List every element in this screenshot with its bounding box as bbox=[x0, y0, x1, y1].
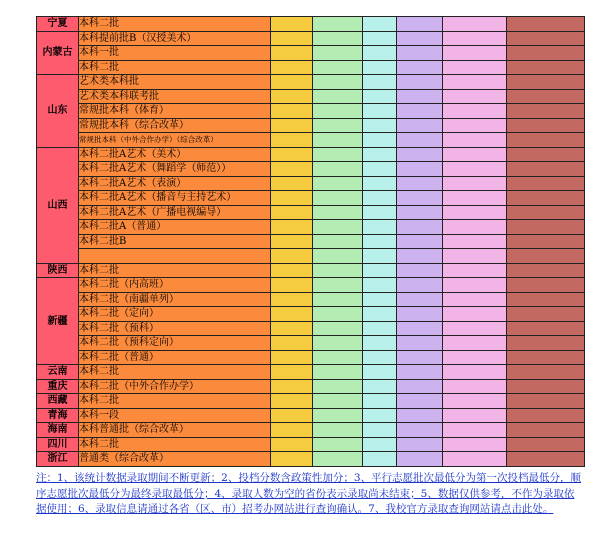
value-cell-c4 bbox=[397, 278, 443, 293]
batch-cell: 本科二批（内高班） bbox=[79, 278, 271, 293]
value-cell-c4 bbox=[397, 133, 443, 148]
value-cell-c3 bbox=[363, 118, 397, 133]
value-cell-c2 bbox=[313, 162, 363, 177]
value-cell-c2 bbox=[313, 176, 363, 191]
batch-cell: 普通类（综合改革） bbox=[79, 452, 271, 467]
value-cell-c1 bbox=[271, 423, 313, 438]
batch-cell: 本科提前批B（汉授美术） bbox=[79, 31, 271, 46]
table-row bbox=[37, 350, 585, 365]
value-cell-c4 bbox=[397, 423, 443, 438]
value-cell-c3 bbox=[363, 350, 397, 365]
value-cell-c4 bbox=[397, 75, 443, 90]
value-cell-c4 bbox=[397, 234, 443, 249]
value-cell-c4 bbox=[397, 89, 443, 104]
value-cell-c6 bbox=[507, 379, 585, 394]
value-cell-c5 bbox=[443, 321, 507, 336]
table-row bbox=[37, 249, 585, 264]
province-cell: 青海 bbox=[37, 408, 79, 423]
value-cell-c4 bbox=[397, 437, 443, 452]
value-cell-c3 bbox=[363, 60, 397, 75]
batch-cell: 本科二批A（普通） bbox=[79, 220, 271, 235]
value-cell-c2 bbox=[313, 31, 363, 46]
value-cell-c6 bbox=[507, 17, 585, 32]
batch-cell: 本科二批（中外合作办学） bbox=[79, 379, 271, 394]
table-row bbox=[37, 31, 585, 46]
batch-cell bbox=[79, 249, 271, 264]
value-cell-c2 bbox=[313, 379, 363, 394]
value-cell-c4 bbox=[397, 292, 443, 307]
batch-cell: 本科二批A艺术（舞蹈学（师范）） bbox=[79, 162, 271, 177]
value-cell-c4 bbox=[397, 118, 443, 133]
value-cell-c4 bbox=[397, 147, 443, 162]
value-cell-c3 bbox=[363, 46, 397, 61]
value-cell-c2 bbox=[313, 75, 363, 90]
province-cell: 宁夏 bbox=[37, 17, 79, 32]
value-cell-c5 bbox=[443, 278, 507, 293]
table-row bbox=[37, 75, 585, 90]
value-cell-c4 bbox=[397, 31, 443, 46]
value-cell-c4 bbox=[397, 336, 443, 351]
batch-cell: 本科二批A艺术（美术） bbox=[79, 147, 271, 162]
table-row bbox=[37, 191, 585, 206]
value-cell-c3 bbox=[363, 437, 397, 452]
value-cell-c5 bbox=[443, 147, 507, 162]
value-cell-c2 bbox=[313, 263, 363, 278]
value-cell-c5 bbox=[443, 118, 507, 133]
value-cell-c5 bbox=[443, 292, 507, 307]
value-cell-c1 bbox=[271, 75, 313, 90]
value-cell-c3 bbox=[363, 365, 397, 380]
value-cell-c3 bbox=[363, 452, 397, 467]
batch-cell: 本科二批 bbox=[79, 365, 271, 380]
value-cell-c1 bbox=[271, 249, 313, 264]
value-cell-c6 bbox=[507, 104, 585, 119]
value-cell-c5 bbox=[443, 75, 507, 90]
value-cell-c3 bbox=[363, 234, 397, 249]
value-cell-c1 bbox=[271, 133, 313, 148]
table-row bbox=[37, 60, 585, 75]
value-cell-c5 bbox=[443, 423, 507, 438]
value-cell-c5 bbox=[443, 307, 507, 322]
value-cell-c5 bbox=[443, 263, 507, 278]
value-cell-c6 bbox=[507, 75, 585, 90]
value-cell-c3 bbox=[363, 205, 397, 220]
batch-cell: 常规批本科（综合改革） bbox=[79, 118, 271, 133]
value-cell-c1 bbox=[271, 162, 313, 177]
batch-cell: 本科二批A艺术（播音与主持艺术） bbox=[79, 191, 271, 206]
batch-cell: 本科二批（定向） bbox=[79, 307, 271, 322]
value-cell-c6 bbox=[507, 394, 585, 409]
table-row bbox=[37, 394, 585, 409]
value-cell-c5 bbox=[443, 234, 507, 249]
value-cell-c1 bbox=[271, 60, 313, 75]
value-cell-c6 bbox=[507, 423, 585, 438]
value-cell-c4 bbox=[397, 46, 443, 61]
value-cell-c2 bbox=[313, 292, 363, 307]
value-cell-c2 bbox=[313, 17, 363, 32]
batch-cell: 本科二批 bbox=[79, 437, 271, 452]
value-cell-c6 bbox=[507, 336, 585, 351]
value-cell-c6 bbox=[507, 234, 585, 249]
value-cell-c5 bbox=[443, 60, 507, 75]
table-row bbox=[37, 147, 585, 162]
value-cell-c4 bbox=[397, 104, 443, 119]
value-cell-c3 bbox=[363, 220, 397, 235]
value-cell-c5 bbox=[443, 89, 507, 104]
value-cell-c4 bbox=[397, 60, 443, 75]
value-cell-c2 bbox=[313, 452, 363, 467]
value-cell-c6 bbox=[507, 278, 585, 293]
value-cell-c4 bbox=[397, 205, 443, 220]
value-cell-c6 bbox=[507, 452, 585, 467]
table-row bbox=[37, 307, 585, 322]
table-row bbox=[37, 89, 585, 104]
batch-cell: 本科二批（预科） bbox=[79, 321, 271, 336]
table-row bbox=[37, 118, 585, 133]
batch-cell: 本科二批A艺术（表演） bbox=[79, 176, 271, 191]
value-cell-c5 bbox=[443, 336, 507, 351]
value-cell-c6 bbox=[507, 292, 585, 307]
value-cell-c6 bbox=[507, 365, 585, 380]
batch-cell: 本科一段 bbox=[79, 408, 271, 423]
value-cell-c2 bbox=[313, 278, 363, 293]
table-row bbox=[37, 162, 585, 177]
value-cell-c2 bbox=[313, 408, 363, 423]
batch-cell: 本科二批（南疆单列） bbox=[79, 292, 271, 307]
value-cell-c1 bbox=[271, 452, 313, 467]
batch-cell: 常规批本科（中外合作办学）（综合改革） bbox=[79, 133, 271, 148]
value-cell-c6 bbox=[507, 205, 585, 220]
province-cell: 山西 bbox=[37, 147, 79, 263]
value-cell-c5 bbox=[443, 46, 507, 61]
table-row bbox=[37, 292, 585, 307]
value-cell-c4 bbox=[397, 17, 443, 32]
value-cell-c2 bbox=[313, 205, 363, 220]
value-cell-c1 bbox=[271, 292, 313, 307]
value-cell-c3 bbox=[363, 176, 397, 191]
value-cell-c2 bbox=[313, 133, 363, 148]
value-cell-c1 bbox=[271, 205, 313, 220]
province-cell: 重庆 bbox=[37, 379, 79, 394]
value-cell-c4 bbox=[397, 162, 443, 177]
province-cell: 陕西 bbox=[37, 263, 79, 278]
value-cell-c1 bbox=[271, 234, 313, 249]
value-cell-c2 bbox=[313, 350, 363, 365]
value-cell-c3 bbox=[363, 263, 397, 278]
batch-cell: 本科二批 bbox=[79, 394, 271, 409]
value-cell-c1 bbox=[271, 46, 313, 61]
value-cell-c4 bbox=[397, 408, 443, 423]
value-cell-c3 bbox=[363, 379, 397, 394]
table-row bbox=[37, 205, 585, 220]
value-cell-c3 bbox=[363, 249, 397, 264]
value-cell-c1 bbox=[271, 17, 313, 32]
table-row bbox=[37, 104, 585, 119]
footnote-link[interactable]: 注：1、该统计数据录取期间不断更新；2、投档分数含政策性加分；3、平行志愿批次最低分为第一次投档最低分，顺序志愿批次最低分为最终录取最低分；4、录取人数为空的省份表示录取尚未结束；5、数据仅供参考，不作为录取依据使用；6、录取信息请通过各省（区、市）招考办网站进行查询确认。7、我校官方录取查询网站请点击此处。 bbox=[36, 472, 582, 515]
value-cell-c5 bbox=[443, 408, 507, 423]
value-cell-c2 bbox=[313, 365, 363, 380]
value-cell-c3 bbox=[363, 321, 397, 336]
value-cell-c4 bbox=[397, 365, 443, 380]
value-cell-c1 bbox=[271, 408, 313, 423]
value-cell-c2 bbox=[313, 60, 363, 75]
value-cell-c6 bbox=[507, 191, 585, 206]
value-cell-c6 bbox=[507, 162, 585, 177]
admission-table bbox=[36, 16, 585, 467]
value-cell-c3 bbox=[363, 336, 397, 351]
batch-cell: 本科二批B bbox=[79, 234, 271, 249]
value-cell-c6 bbox=[507, 408, 585, 423]
value-cell-c6 bbox=[507, 350, 585, 365]
value-cell-c4 bbox=[397, 263, 443, 278]
value-cell-c4 bbox=[397, 452, 443, 467]
table-row bbox=[37, 234, 585, 249]
value-cell-c5 bbox=[443, 133, 507, 148]
table-body bbox=[37, 17, 585, 467]
value-cell-c5 bbox=[443, 394, 507, 409]
value-cell-c6 bbox=[507, 263, 585, 278]
value-cell-c3 bbox=[363, 75, 397, 90]
value-cell-c5 bbox=[443, 17, 507, 32]
value-cell-c2 bbox=[313, 234, 363, 249]
table-row bbox=[37, 176, 585, 191]
table-row bbox=[37, 263, 585, 278]
value-cell-c6 bbox=[507, 118, 585, 133]
value-cell-c4 bbox=[397, 249, 443, 264]
value-cell-c5 bbox=[443, 452, 507, 467]
province-cell: 四川 bbox=[37, 437, 79, 452]
value-cell-c3 bbox=[363, 89, 397, 104]
table-row bbox=[37, 220, 585, 235]
value-cell-c3 bbox=[363, 423, 397, 438]
value-cell-c2 bbox=[313, 423, 363, 438]
batch-cell: 本科二批 bbox=[79, 17, 271, 32]
value-cell-c6 bbox=[507, 60, 585, 75]
batch-cell: 本科一批 bbox=[79, 46, 271, 61]
batch-cell: 本科二批 bbox=[79, 60, 271, 75]
table-row bbox=[37, 423, 585, 438]
value-cell-c6 bbox=[507, 249, 585, 264]
value-cell-c4 bbox=[397, 176, 443, 191]
batch-cell: 本科二批A艺术（广播电视编导） bbox=[79, 205, 271, 220]
value-cell-c1 bbox=[271, 278, 313, 293]
batch-cell: 本科二批（普通） bbox=[79, 350, 271, 365]
value-cell-c1 bbox=[271, 365, 313, 380]
value-cell-c5 bbox=[443, 437, 507, 452]
province-cell: 海南 bbox=[37, 423, 79, 438]
value-cell-c2 bbox=[313, 249, 363, 264]
value-cell-c3 bbox=[363, 408, 397, 423]
value-cell-c3 bbox=[363, 104, 397, 119]
value-cell-c6 bbox=[507, 437, 585, 452]
value-cell-c2 bbox=[313, 220, 363, 235]
value-cell-c1 bbox=[271, 394, 313, 409]
value-cell-c2 bbox=[313, 394, 363, 409]
value-cell-c6 bbox=[507, 321, 585, 336]
table-row bbox=[37, 408, 585, 423]
value-cell-c1 bbox=[271, 89, 313, 104]
value-cell-c3 bbox=[363, 133, 397, 148]
table-row bbox=[37, 379, 585, 394]
value-cell-c6 bbox=[507, 147, 585, 162]
value-cell-c1 bbox=[271, 379, 313, 394]
table-row bbox=[37, 452, 585, 467]
province-cell: 浙江 bbox=[37, 452, 79, 467]
value-cell-c1 bbox=[271, 220, 313, 235]
value-cell-c5 bbox=[443, 162, 507, 177]
value-cell-c6 bbox=[507, 89, 585, 104]
value-cell-c6 bbox=[507, 133, 585, 148]
value-cell-c2 bbox=[313, 437, 363, 452]
value-cell-c5 bbox=[443, 379, 507, 394]
value-cell-c4 bbox=[397, 191, 443, 206]
value-cell-c1 bbox=[271, 191, 313, 206]
batch-cell: 本科二批（预科定向） bbox=[79, 336, 271, 351]
value-cell-c4 bbox=[397, 307, 443, 322]
value-cell-c2 bbox=[313, 104, 363, 119]
table-row bbox=[37, 437, 585, 452]
value-cell-c1 bbox=[271, 307, 313, 322]
table-row bbox=[37, 321, 585, 336]
value-cell-c2 bbox=[313, 307, 363, 322]
table-row bbox=[37, 17, 585, 32]
province-cell: 内蒙古 bbox=[37, 31, 79, 75]
value-cell-c5 bbox=[443, 191, 507, 206]
value-cell-c1 bbox=[271, 437, 313, 452]
province-cell: 西藏 bbox=[37, 394, 79, 409]
value-cell-c3 bbox=[363, 394, 397, 409]
table-row bbox=[37, 336, 585, 351]
value-cell-c4 bbox=[397, 394, 443, 409]
value-cell-c5 bbox=[443, 104, 507, 119]
table-row bbox=[37, 365, 585, 380]
province-cell: 山东 bbox=[37, 75, 79, 148]
value-cell-c3 bbox=[363, 278, 397, 293]
value-cell-c1 bbox=[271, 147, 313, 162]
value-cell-c1 bbox=[271, 176, 313, 191]
value-cell-c6 bbox=[507, 307, 585, 322]
value-cell-c4 bbox=[397, 350, 443, 365]
value-cell-c6 bbox=[507, 176, 585, 191]
value-cell-c2 bbox=[313, 46, 363, 61]
value-cell-c5 bbox=[443, 365, 507, 380]
value-cell-c6 bbox=[507, 46, 585, 61]
value-cell-c3 bbox=[363, 191, 397, 206]
value-cell-c1 bbox=[271, 263, 313, 278]
batch-cell: 艺术类本科联考批 bbox=[79, 89, 271, 104]
value-cell-c2 bbox=[313, 336, 363, 351]
value-cell-c5 bbox=[443, 205, 507, 220]
batch-cell: 本科普通批（综合改革） bbox=[79, 423, 271, 438]
batch-cell: 常规批本科（体育） bbox=[79, 104, 271, 119]
value-cell-c5 bbox=[443, 350, 507, 365]
value-cell-c3 bbox=[363, 31, 397, 46]
value-cell-c5 bbox=[443, 176, 507, 191]
value-cell-c1 bbox=[271, 31, 313, 46]
value-cell-c3 bbox=[363, 17, 397, 32]
province-cell: 云南 bbox=[37, 365, 79, 380]
value-cell-c5 bbox=[443, 249, 507, 264]
value-cell-c2 bbox=[313, 118, 363, 133]
value-cell-c5 bbox=[443, 31, 507, 46]
value-cell-c1 bbox=[271, 104, 313, 119]
value-cell-c3 bbox=[363, 307, 397, 322]
value-cell-c2 bbox=[313, 89, 363, 104]
value-cell-c4 bbox=[397, 379, 443, 394]
value-cell-c4 bbox=[397, 321, 443, 336]
value-cell-c3 bbox=[363, 162, 397, 177]
table-row bbox=[37, 278, 585, 293]
value-cell-c6 bbox=[507, 31, 585, 46]
value-cell-c4 bbox=[397, 220, 443, 235]
table-row bbox=[37, 133, 585, 148]
table-row bbox=[37, 46, 585, 61]
value-cell-c2 bbox=[313, 321, 363, 336]
value-cell-c2 bbox=[313, 147, 363, 162]
value-cell-c1 bbox=[271, 336, 313, 351]
value-cell-c1 bbox=[271, 350, 313, 365]
batch-cell: 艺术类本科批 bbox=[79, 75, 271, 90]
value-cell-c5 bbox=[443, 220, 507, 235]
value-cell-c1 bbox=[271, 321, 313, 336]
value-cell-c3 bbox=[363, 147, 397, 162]
value-cell-c6 bbox=[507, 220, 585, 235]
province-cell: 新疆 bbox=[37, 278, 79, 365]
value-cell-c3 bbox=[363, 292, 397, 307]
value-cell-c2 bbox=[313, 191, 363, 206]
batch-cell: 本科二批 bbox=[79, 263, 271, 278]
value-cell-c1 bbox=[271, 118, 313, 133]
